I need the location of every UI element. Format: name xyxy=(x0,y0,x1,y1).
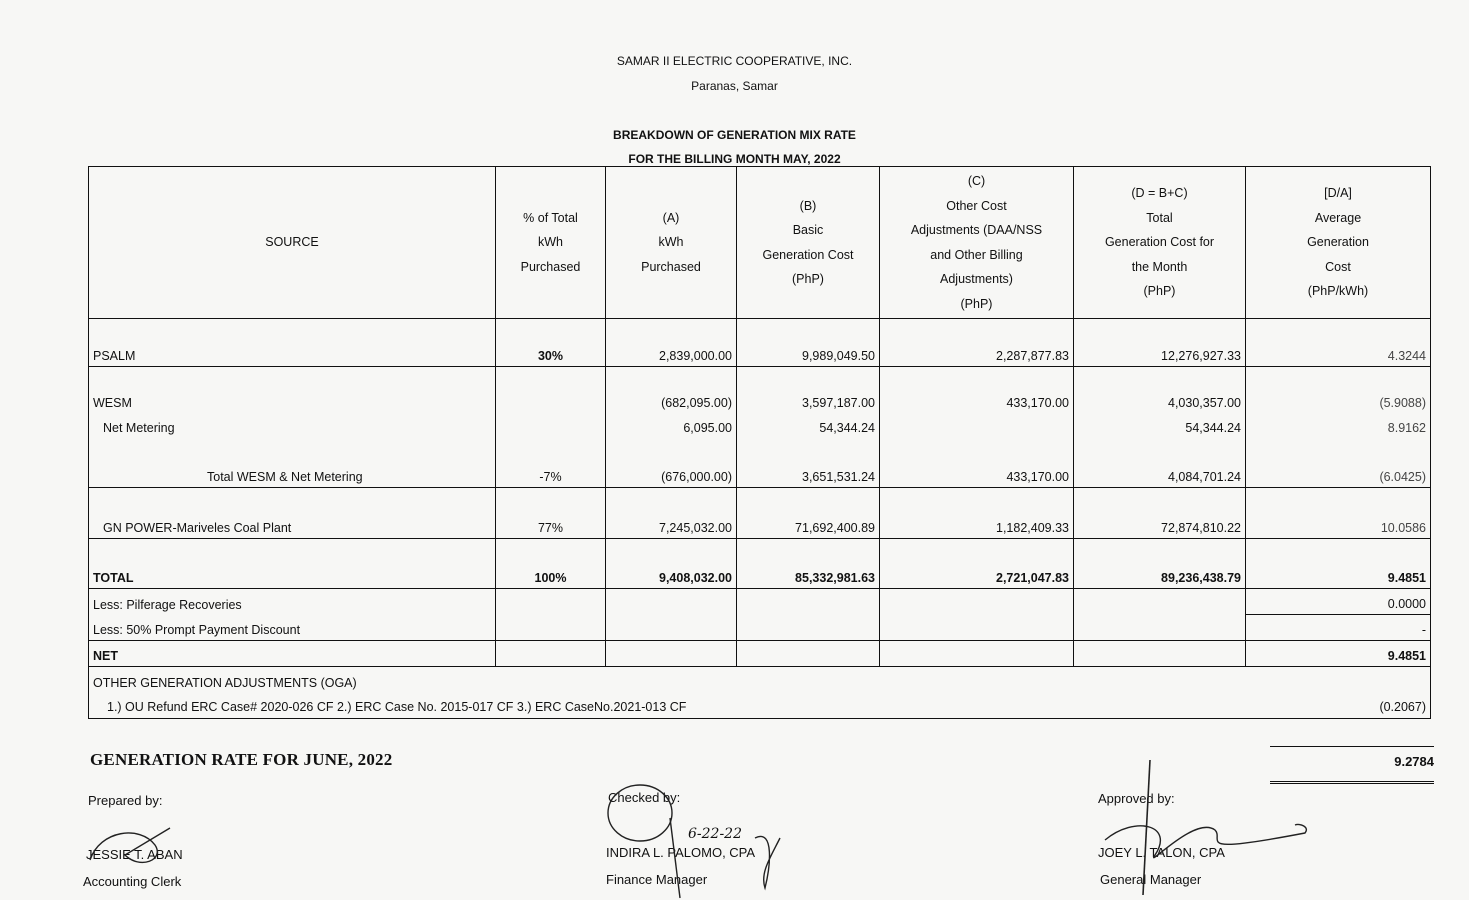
row-source: PSALM xyxy=(89,319,496,367)
table-row-total xyxy=(89,539,1431,589)
row-pct: 100% xyxy=(496,539,606,589)
generation-mix-table xyxy=(88,166,1431,719)
row-kwh: 7,245,032.00 xyxy=(606,488,737,539)
row-source: Net Metering xyxy=(89,413,496,438)
row-basic-cost: 9,989,049.50 xyxy=(737,319,880,367)
row-basic-cost: 3,651,531.24 xyxy=(737,438,880,488)
approved-by-label: Approved by: xyxy=(1098,791,1175,806)
table-row-prompt-payment xyxy=(89,615,1431,641)
col-header-kwh-purchased: (A) kWh Purchased xyxy=(606,167,737,319)
row-basic-cost: 3,597,187.00 xyxy=(737,367,880,413)
checked-by-position: Finance Manager xyxy=(606,872,708,887)
row-average-cost: (5.9088) xyxy=(1246,367,1431,413)
row-total-cost: 4,084,701.24 xyxy=(1074,438,1246,488)
approved-signature xyxy=(1095,755,1315,900)
table-row-total-wesm xyxy=(89,438,1431,488)
row-average-cost: 9.4851 xyxy=(1246,539,1431,589)
oga-value: (0.2067) xyxy=(1246,693,1431,719)
col-header-pct-kwh: % of Total kWh Purchased xyxy=(496,167,606,319)
checked-by-name: INDIRA L. PALOMO, CPA xyxy=(606,845,756,860)
approved-by-position: General Manager xyxy=(1100,872,1202,887)
report-subtitle: FOR THE BILLING MONTH MAY, 2022 xyxy=(628,152,841,166)
row-other-cost: 1,182,409.33 xyxy=(880,488,1074,539)
col-header-basic-cost: (B) Basic Generation Cost (PhP) xyxy=(737,167,880,319)
checked-by-label: Checked by: xyxy=(608,790,681,805)
col-header-source: SOURCE xyxy=(89,167,496,319)
row-average-cost: 0.0000 xyxy=(1246,589,1431,615)
row-average-cost: 9.4851 xyxy=(1246,641,1431,667)
table-row-oga-title xyxy=(89,667,1431,693)
checked-signature xyxy=(600,778,790,900)
row-other-cost: 2,287,877.83 xyxy=(880,319,1074,367)
table-row-oga-detail xyxy=(89,693,1431,719)
oga-title: OTHER GENERATION ADJUSTMENTS (OGA) xyxy=(89,667,1431,693)
row-pct: -7% xyxy=(496,438,606,488)
row-source: WESM xyxy=(89,367,496,413)
col-header-total-cost: (D = B+C) Total Generation Cost for the Month (PhP) xyxy=(1074,167,1246,319)
company-location: Paranas, Samar xyxy=(691,79,778,93)
row-average-cost: 4.3244 xyxy=(1246,319,1431,367)
row-total-cost: 12,276,927.33 xyxy=(1074,319,1246,367)
row-source: NET xyxy=(89,641,496,667)
row-other-cost: 433,170.00 xyxy=(880,438,1074,488)
table-header-row xyxy=(89,167,1431,319)
table-row-pilferage xyxy=(89,589,1431,615)
table-row-net-metering xyxy=(89,413,1431,438)
row-source: Less: 50% Prompt Payment Discount xyxy=(89,615,496,641)
row-other-cost: 433,170.00 xyxy=(880,367,1074,413)
row-total-cost: 54,344.24 xyxy=(1074,413,1246,438)
row-average-cost: (6.0425) xyxy=(1246,438,1431,488)
row-kwh: 9,408,032.00 xyxy=(606,539,737,589)
table-row-gn-power xyxy=(89,488,1431,539)
row-kwh: 6,095.00 xyxy=(606,413,737,438)
row-source: GN POWER-Mariveles Coal Plant xyxy=(89,488,496,539)
approved-by-name: JOEY L. TALON, CPA xyxy=(1098,845,1225,860)
row-average-cost: - xyxy=(1246,615,1431,641)
table-row-net xyxy=(89,641,1431,667)
prepared-signature xyxy=(80,820,190,880)
row-pct: 77% xyxy=(496,488,606,539)
company-name: SAMAR II ELECTRIC COOPERATIVE, INC. xyxy=(616,54,853,68)
col-header-other-cost: (C) Other Cost Adjustments (DAA/NSS and Other Billing Adjustments) (PhP) xyxy=(880,167,1074,319)
row-pct: 30% xyxy=(496,319,606,367)
row-kwh: (676,000.00) xyxy=(606,438,737,488)
row-source: Less: Pilferage Recoveries xyxy=(89,589,496,615)
row-basic-cost: 71,692,400.89 xyxy=(737,488,880,539)
row-average-cost: 10.0586 xyxy=(1246,488,1431,539)
prepared-by-name: JESSIE T. ABAN xyxy=(86,847,183,862)
row-pct xyxy=(496,413,606,438)
row-basic-cost: 85,332,981.63 xyxy=(737,539,880,589)
row-average-cost: 8.9162 xyxy=(1246,413,1431,438)
row-other-cost: 2,721,047.83 xyxy=(880,539,1074,589)
row-kwh: (682,095.00) xyxy=(606,367,737,413)
row-source: Total WESM & Net Metering xyxy=(89,438,496,488)
table-row-psalm xyxy=(89,319,1431,367)
row-total-cost: 4,030,357.00 xyxy=(1074,367,1246,413)
generation-rate-label: GENERATION RATE FOR JUNE, 2022 xyxy=(90,750,393,769)
row-basic-cost: 54,344.24 xyxy=(737,413,880,438)
oga-detail: 1.) OU Refund ERC Case# 2020-026 CF 2.) ERC Case No. 2015-017 CF 3.) ERC CaseNo.2021-013 CF xyxy=(89,693,1246,719)
row-total-cost: 89,236,438.79 xyxy=(1074,539,1246,589)
table-row-wesm xyxy=(89,367,1431,413)
row-pct xyxy=(496,367,606,413)
generation-rate-value: 9.2784 xyxy=(1270,746,1434,784)
checked-date-note: 6-22-22 xyxy=(688,826,742,842)
col-header-average-cost: [D/A] Average Generation Cost (PhP/kWh) xyxy=(1246,167,1431,319)
report-title: BREAKDOWN OF GENERATION MIX RATE xyxy=(613,128,856,142)
prepared-by-label: Prepared by: xyxy=(88,793,163,808)
prepared-by-position: Accounting Clerk xyxy=(83,874,182,889)
row-kwh: 2,839,000.00 xyxy=(606,319,737,367)
row-total-cost: 72,874,810.22 xyxy=(1074,488,1246,539)
row-other-cost xyxy=(880,413,1074,438)
row-source: TOTAL xyxy=(89,539,496,589)
